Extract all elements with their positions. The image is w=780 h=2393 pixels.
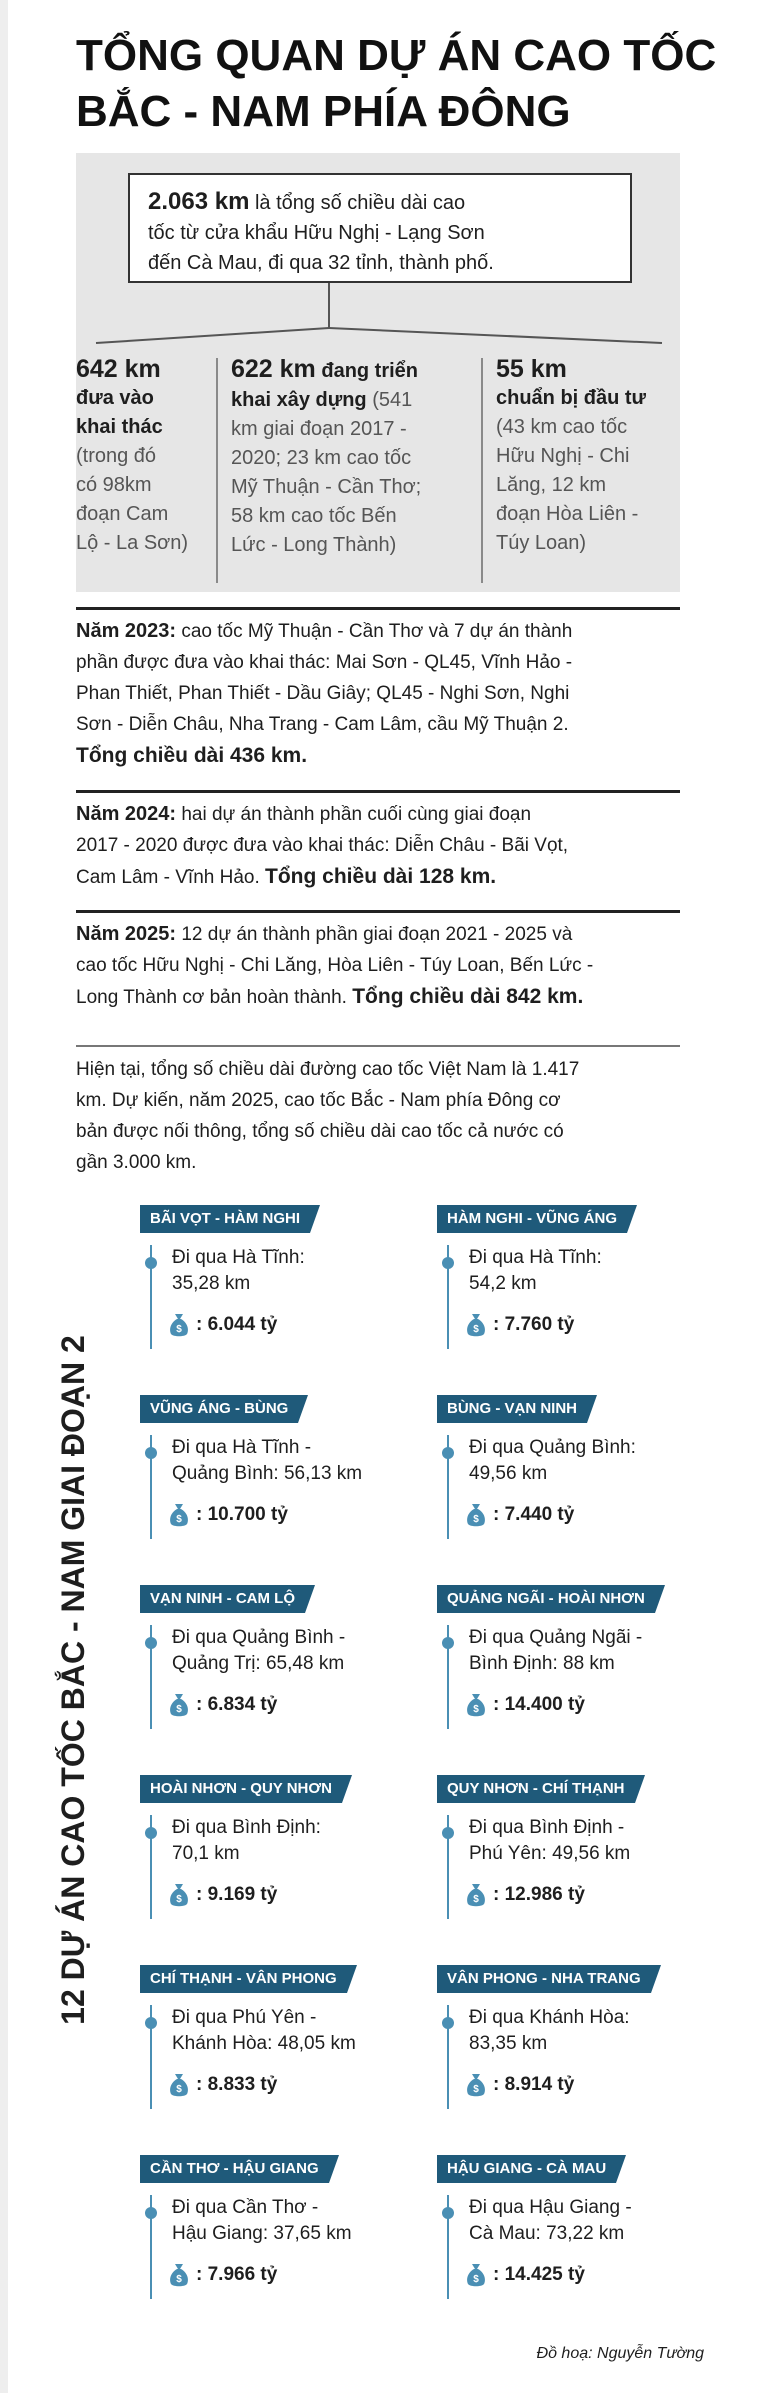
project-name: HÀM NGHI - VŨNG ÁNG [437,1205,627,1233]
project-name: CHÍ THẠNH - VÂN PHONG [140,1965,347,1993]
money-bag-icon [168,2262,190,2288]
project-cost: : 8.914 tỷ [493,2074,575,2095]
location-dot-icon [442,1637,454,1649]
project-cost: : 7.440 tỷ [493,1504,575,1525]
project-cost: : 6.834 tỷ [196,1694,278,1715]
project-cost: : 10.700 tỷ [196,1504,288,1525]
money-bag-icon [168,1692,190,1718]
project-cost: : 6.044 tỷ [196,1314,278,1335]
money-bag-icon [465,1692,487,1718]
project-name: BÙNG - VẠN NINH [437,1395,587,1423]
location-dot-icon [442,1447,454,1459]
location-dot-icon [145,2207,157,2219]
money-bag-icon [168,1312,190,1338]
svg-text:$: $ [473,1514,479,1525]
project-card [437,1775,662,1927]
location-dot-icon [145,1257,157,1269]
overview-column-preparation: 55 km chuẩn bị đầu tư (43 km cao tốc Hữu Nghị - Chi Lăng, 12 km đoạn Hòa Liên - Túy Loan) [496,355,647,554]
project-card [437,1205,662,1357]
year-2025-block: Năm 2025: 12 dự án thành phần giai đoạn 2021 - 2025 và cao tốc Hữu Nghị - Chi Lăng, Hòa Liên - Túy Loan, Bến Lức - Long Thành cơ bản hoàn thành. Tổng chiều dài 842 km. [76,910,680,1013]
column-divider [481,358,483,583]
project-cost: : 14.400 tỷ [493,1694,585,1715]
svg-text:$: $ [176,2274,182,2285]
total-length-box: 2.063 km là tổng số chiều dài cao tốc từ cửa khẩu Hữu Nghị - Lạng Sơn đến Cà Mau, đi qua 32 tỉnh, thành phố. [128,173,632,283]
overview-column-operating: 642 km đưa vào khai thác (trong đó có 98km đoạn Cam Lộ - La Sơn) [76,355,189,554]
location-dot-icon [442,1827,454,1839]
svg-text:$: $ [473,2274,479,2285]
project-cost: : 12.986 tỷ [493,1884,585,1905]
project-cost: : 8.833 tỷ [196,2074,278,2095]
project-card [437,1395,662,1547]
project-route: Đi qua Quảng Ngãi - Bình Định: 88 km [469,1627,643,1674]
location-dot-icon [442,1257,454,1269]
project-cost: : 14.425 tỷ [493,2264,585,2285]
svg-text:$: $ [176,2084,182,2095]
summary-paragraph: Hiện tại, tổng số chiều dài đường cao tốc Việt Nam là 1.417 km. Dự kiến, năm 2025, cao tốc Bắc - Nam phía Đông cơ bản được nối thông, tổng số chiều dài cao tốc cả nước có gần 3.000 km. [76,1045,680,1178]
location-dot-icon [145,1637,157,1649]
project-name: BÃI VỌT - HÀM NGHI [140,1205,310,1233]
project-route: Đi qua Hà Tĩnh - Quảng Bình: 56,13 km [172,1437,363,1484]
svg-text:$: $ [473,2084,479,2095]
overview-panel [76,153,680,592]
project-route: Đi qua Khánh Hòa: 83,35 km [469,2007,630,2054]
project-card [140,1775,365,1927]
overview-column-construction: 622 km đang triển khai xây dựng (541 km giai đoạn 2017 - 2020; 23 km cao tốc Mỹ Thuận - Cần Thơ; 58 km cao tốc Bến Lức - Long Thành) [231,355,422,556]
project-card [140,2155,365,2307]
project-route: Đi qua Hà Tĩnh: 35,28 km [172,1247,305,1294]
project-card [437,1965,662,2117]
left-margin-stripe [0,0,8,2393]
project-card [140,1585,365,1737]
project-route: Đi qua Bình Định: 70,1 km [172,1817,321,1864]
project-name: VẠN NINH - CAM LỘ [140,1585,305,1613]
projects-vertical-label: 12 DỰ ÁN CAO TỐC BẮC - NAM GIAI ĐOẠN 2 [55,1335,91,2025]
project-name: VÂN PHONG - NHA TRANG [437,1965,651,1993]
project-name: VŨNG ÁNG - BÙNG [140,1395,298,1423]
project-card [140,1395,365,1547]
svg-text:$: $ [473,1894,479,1905]
project-cost: : 9.169 tỷ [196,1884,278,1905]
project-route: Đi qua Hậu Giang - Cà Mau: 73,22 km [469,2197,632,2244]
location-dot-icon [145,2017,157,2029]
svg-text:$: $ [176,1704,182,1715]
project-route: Đi qua Hà Tĩnh: 54,2 km [469,1247,602,1294]
project-name: CẦN THƠ - HẬU GIANG [140,2155,329,2183]
year-2024-block: Năm 2024: hai dự án thành phần cuối cùng giai đoạn 2017 - 2020 được đưa vào khai thác: Diễn Châu - Bãi Vọt, Cam Lâm - Vĩnh Hảo. Tổng chiều dài 128 km. [76,790,680,893]
project-name: QUY NHƠN - CHÍ THẠNH [437,1775,635,1803]
project-route: Đi qua Quảng Bình: 49,56 km [469,1437,636,1484]
money-bag-icon [465,2072,487,2098]
column-divider [216,358,218,583]
svg-text:$: $ [473,1324,479,1335]
page-title: TỔNG QUAN DỰ ÁN CAO TỐC BẮC - NAM PHÍA ĐÔNG [76,31,717,136]
graphic-credit: Đồ hoạ: Nguyễn Tường [536,2345,704,2362]
project-route: Đi qua Cần Thơ - Hậu Giang: 37,65 km [172,2197,352,2244]
svg-text:$: $ [176,1324,182,1335]
svg-text:$: $ [176,1514,182,1525]
project-route: Đi qua Phú Yên - Khánh Hòa: 48,05 km [172,2007,356,2054]
project-card [140,1205,365,1357]
project-card [140,1965,365,2117]
project-route: Đi qua Bình Định - Phú Yên: 49,56 km [469,1817,631,1864]
location-dot-icon [442,2017,454,2029]
project-route: Đi qua Quảng Bình - Quảng Trị: 65,48 km [172,1627,346,1674]
location-dot-icon [442,2207,454,2219]
project-name: HẬU GIANG - CÀ MAU [437,2155,616,2183]
money-bag-icon [465,1312,487,1338]
project-cost: : 7.760 tỷ [493,1314,575,1335]
location-dot-icon [145,1447,157,1459]
svg-text:$: $ [473,1704,479,1715]
money-bag-icon [168,1502,190,1528]
year-2023-block: Năm 2023: cao tốc Mỹ Thuận - Cần Thơ và 7 dự án thành phần được đưa vào khai thác: Mai Sơn - QL45, Vĩnh Hảo - Phan Thiết, Phan Thiết - Dầu Giây; QL45 - Nghi Sơn, Nghi Sơn - Diễn Châu, Nha Trang - Cam Lâm, cầu Mỹ Thuận 2. Tổng chiều dài 436 km. [76,607,680,771]
project-cost: : 7.966 tỷ [196,2264,278,2285]
money-bag-icon [465,1882,487,1908]
project-name: QUẢNG NGÃI - HOÀI NHƠN [437,1585,655,1613]
money-bag-icon [465,1502,487,1528]
project-card [437,1585,662,1737]
project-name: HOÀI NHƠN - QUY NHƠN [140,1775,342,1803]
money-bag-icon [168,2072,190,2098]
location-dot-icon [145,1827,157,1839]
project-card [437,2155,662,2307]
money-bag-icon [168,1882,190,1908]
svg-text:$: $ [176,1894,182,1905]
money-bag-icon [465,2262,487,2288]
